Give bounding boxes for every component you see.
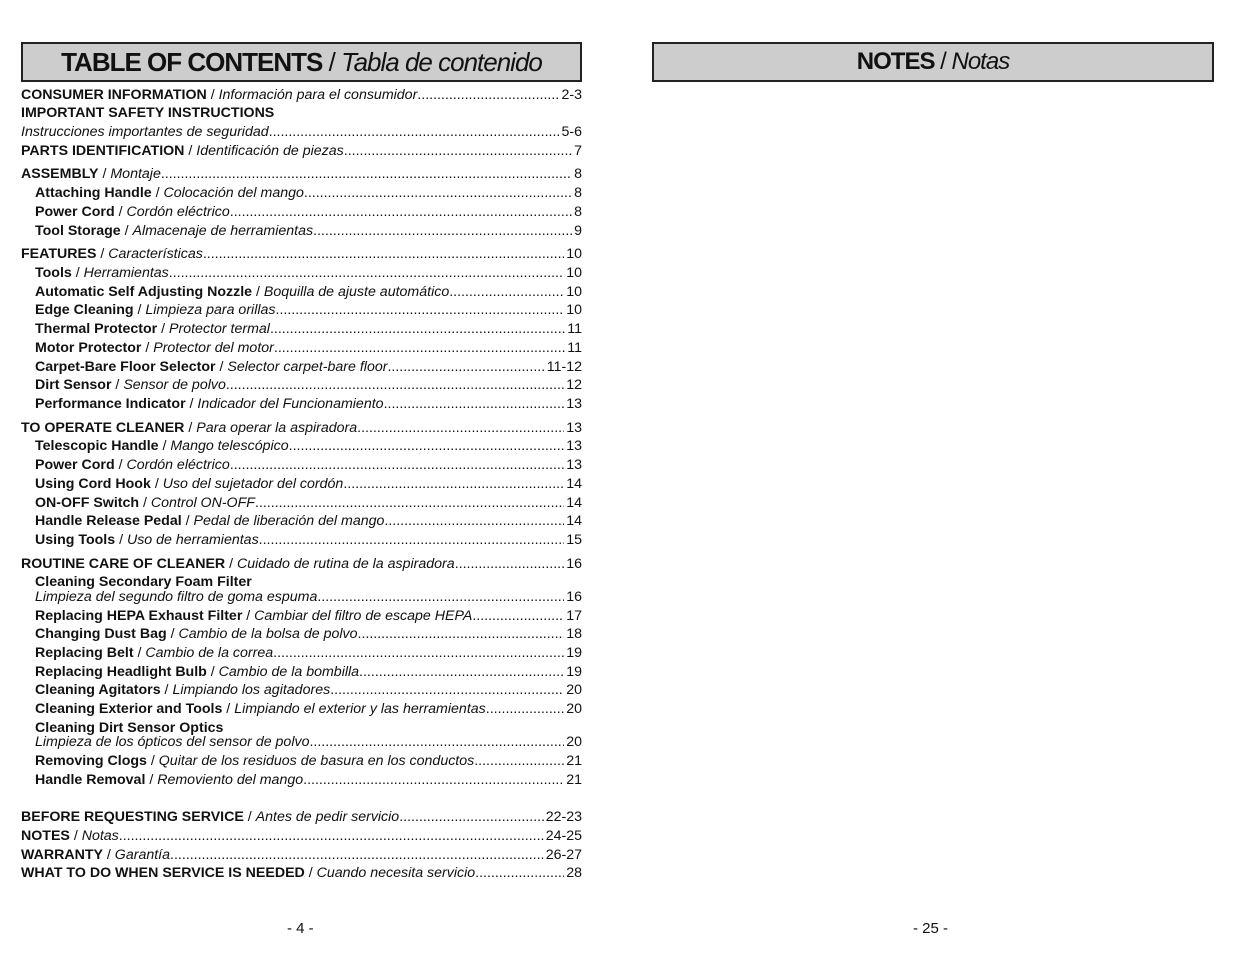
toc-entry-translation: Colocación del mango (163, 185, 304, 201)
toc-entry-translation: Uso del sujetador del cordón (162, 476, 344, 492)
toc-entry-separator: / (98, 166, 111, 182)
toc-entry (21, 86, 582, 104)
toc-entry-page: 13 (566, 420, 582, 436)
toc-entry-translation: Garantía (114, 847, 171, 863)
toc-entry (35, 203, 582, 221)
toc-entry (35, 320, 582, 338)
toc-entry-page: 18 (566, 626, 582, 642)
toc-entry-title: Using Tools (35, 532, 116, 548)
toc-entry (35, 264, 582, 282)
toc-entry-label (35, 456, 230, 474)
toc-entry (35, 283, 582, 301)
toc-entry (21, 419, 582, 437)
toc-entry-translation: Cuidado de rutina de la aspiradora (236, 556, 455, 572)
toc-entry-label (35, 395, 384, 413)
toc-entry-translation: Limpiando los agitadores (172, 682, 331, 698)
toc-entry-separator: / (242, 608, 255, 624)
toc-entry-title: FEATURES (21, 246, 97, 262)
toc-entry-title: Attaching Handle (35, 185, 152, 201)
toc-entry-page: 22-23 (545, 809, 582, 825)
toc-header (21, 42, 582, 82)
dot-leader (230, 203, 572, 221)
toc-entry-label (21, 419, 357, 437)
toc-entry-label (35, 203, 230, 221)
toc-entry-page: 13 (566, 396, 582, 412)
toc-entry-page: 24-25 (545, 828, 582, 844)
toc-entry-page: 26-27 (545, 847, 582, 863)
toc-entry-page: 8 (574, 204, 582, 220)
toc-entry-page: 14 (566, 476, 582, 492)
toc-entry-label (35, 663, 359, 681)
toc-entry (35, 625, 582, 643)
toc-entry-page: 11 (567, 321, 582, 337)
dot-leader (417, 86, 559, 104)
dot-leader (276, 301, 565, 319)
toc-entry-label (21, 827, 119, 845)
toc-entry-translation: Protector del motor (153, 340, 274, 356)
toc-entry-title: ASSEMBLY (21, 166, 99, 182)
toc-entry-label (21, 104, 274, 122)
toc-entry-separator: / (243, 809, 256, 825)
dot-leader (399, 808, 544, 826)
toc-entry-title: Handle Removal (35, 772, 146, 788)
page-number-left: - 4 - (287, 920, 314, 937)
toc-entry-page: 5-6 (561, 124, 582, 140)
toc-entry (35, 494, 582, 512)
toc-entry (21, 864, 582, 882)
toc-entry-page: 12 (566, 377, 582, 393)
toc-entry (21, 104, 582, 122)
toc-entry-page: 10 (566, 284, 582, 300)
toc-entry-title: Removing Clogs (35, 753, 147, 769)
dot-leader (387, 358, 544, 376)
toc-entry-label (21, 142, 344, 160)
dot-leader (226, 376, 564, 394)
toc-entry-page: 14 (566, 513, 582, 529)
toc-entry-translation: Cambiar del filtro de escape HEPA (254, 608, 473, 624)
dot-leader (273, 644, 564, 662)
toc-entry-label (35, 264, 169, 282)
toc-entry-title: Dirt Sensor (35, 377, 112, 393)
toc-entry-page: 10 (566, 302, 582, 318)
toc-entry-label (21, 165, 161, 183)
toc-entry-translation: Cambio de la correa (145, 645, 274, 661)
toc-entry-page: 10 (566, 246, 582, 262)
toc-entry-separator: / (181, 513, 194, 529)
dot-leader (358, 625, 565, 643)
toc-entry (35, 475, 582, 493)
dot-leader (169, 264, 564, 282)
toc-entry-translation: Selector carpet-bare floor (227, 359, 388, 375)
toc-entry-title: PARTS IDENTIFICATION (21, 143, 185, 159)
dot-leader (486, 700, 564, 718)
toc-entry-page: 16 (566, 556, 582, 572)
dot-leader (384, 395, 565, 413)
dot-leader (303, 771, 564, 789)
notes-subtitle: Notas (951, 48, 1010, 75)
toc-entry (35, 437, 582, 455)
toc-entry-page: 19 (566, 664, 582, 680)
toc-entry-page: 15 (566, 532, 582, 548)
toc-entry-title: Edge Cleaning (35, 302, 134, 318)
toc-entry-translation: Limpieza del segundo filtro de goma espuma (35, 589, 318, 605)
dot-leader (161, 165, 572, 183)
toc-entry-translation: Control ON-OFF (150, 495, 255, 511)
toc-entry-separator: / (304, 865, 317, 881)
notes-header (652, 42, 1214, 82)
toc-entry-label (35, 301, 276, 319)
toc-entry-title: Power Cord (35, 204, 115, 220)
toc-entry-translation: Quitar de los residuos de basura en los conductos (158, 753, 475, 769)
toc-entry (35, 588, 582, 606)
dot-leader (359, 663, 564, 681)
toc-entry-separator: / (146, 753, 159, 769)
toc-entry-label (21, 123, 269, 141)
toc-entry (35, 531, 582, 549)
toc-entry-label (35, 358, 387, 376)
dot-leader (384, 512, 564, 530)
toc-entry-label (35, 733, 309, 751)
toc-title-separator: / (328, 46, 335, 77)
toc-entry (35, 339, 582, 357)
toc-entry-title: Replacing Headlight Bulb (35, 664, 207, 680)
toc-entry-label (35, 700, 486, 718)
toc-entry-page: 13 (566, 457, 582, 473)
dot-leader (330, 681, 564, 699)
toc-entry (35, 644, 582, 662)
toc-entry (35, 301, 582, 319)
toc-entry-translation: Instrucciones importantes de seguridad (21, 124, 269, 140)
toc-entry-separator: / (252, 284, 264, 300)
toc-entry-page: 21 (566, 772, 582, 788)
toc-entry-label (35, 283, 449, 301)
toc-entry-title: Telescopic Handle (35, 438, 159, 454)
dot-leader (230, 456, 564, 474)
toc-title: TABLE OF CONTENTS (61, 46, 323, 77)
toc-entry-page: 2-3 (561, 87, 582, 103)
toc-entry-separator: / (133, 302, 146, 318)
toc-entry-label (35, 771, 303, 789)
toc-entry-title: Thermal Protector (35, 321, 158, 337)
toc-entry (35, 771, 582, 789)
toc-entry-separator: / (114, 457, 127, 473)
toc-entry-title: Changing Dust Bag (35, 626, 167, 642)
dot-leader (449, 283, 564, 301)
toc-entry-separator: / (141, 340, 154, 356)
toc-entry (35, 607, 582, 625)
toc-entry-label (35, 531, 259, 549)
toc-entry-title: Performance Indicator (35, 396, 186, 412)
toc-entry-title: Cleaning Exterior and Tools (35, 701, 223, 717)
toc-entry-translation: Boquilla de ajuste automático (263, 284, 450, 300)
toc-entry (35, 358, 582, 376)
toc-entry-page: 11-12 (546, 359, 582, 375)
dot-leader (474, 752, 564, 770)
toc-entry-separator: / (69, 828, 82, 844)
toc-entry-label (21, 846, 170, 864)
toc-entry (21, 555, 582, 573)
toc-entry-title: TO OPERATE CLEANER (21, 420, 185, 436)
toc-entry-page: 19 (566, 645, 582, 661)
toc-entry-separator: / (115, 532, 127, 548)
toc-entry (21, 846, 582, 864)
toc-entry-label (35, 752, 474, 770)
toc-entry-separator: / (111, 377, 124, 393)
toc-entry-label (35, 320, 270, 338)
toc-entry-title: Cleaning Agitators (35, 682, 161, 698)
toc-entry-title: Power Cord (35, 457, 115, 473)
toc-entry-label (21, 555, 455, 573)
toc-entry-label (35, 376, 226, 394)
notes-title-separator: / (940, 48, 946, 75)
dot-leader (203, 245, 564, 263)
toc-entry-page: 10 (566, 265, 582, 281)
toc-entry (35, 681, 582, 699)
toc-entry-page: 7 (574, 143, 582, 159)
toc-entry-label (35, 222, 313, 240)
toc-entry-label (35, 588, 317, 606)
toc-entry-translation: Pedal de liberación del mango (193, 513, 385, 529)
toc-entry-page: 17 (566, 608, 582, 624)
toc-entry-separator: / (157, 321, 170, 337)
toc-entry-label (35, 681, 330, 699)
toc-entry-title: Using Cord Hook (35, 476, 151, 492)
toc-entry-label (21, 808, 399, 826)
toc-entry-translation: Cambio de la bolsa de polvo (178, 626, 358, 642)
toc-entry-page: 28 (566, 865, 582, 881)
toc-entry-separator: / (150, 476, 163, 492)
toc-entry-label (21, 86, 417, 104)
toc-entry-separator: / (215, 359, 228, 375)
toc-entry-separator: / (145, 772, 158, 788)
toc-entry (35, 663, 582, 681)
toc-entry (35, 733, 582, 751)
toc-entry-translation: Mango telescópico (170, 438, 289, 454)
toc-entry-separator: / (151, 185, 164, 201)
dot-leader (472, 607, 564, 625)
toc-entry-page: 20 (566, 734, 582, 750)
toc-entry-page: 9 (574, 223, 582, 239)
toc-entry-translation: Para operar la aspiradora (196, 420, 358, 436)
toc-entry-separator: / (71, 265, 84, 281)
toc-entry-translation: Limpieza de los ópticos del sensor de polvo (35, 734, 310, 750)
dot-leader (270, 320, 565, 338)
toc-entry-label (35, 512, 384, 530)
toc-entry-translation: Características (108, 246, 203, 262)
toc-entry-translation: Herramientas (83, 265, 169, 281)
toc-entry-translation: Montaje (110, 166, 161, 182)
toc-entry-page: 14 (566, 495, 582, 511)
toc-entry-translation: Cordón eléctrico (126, 457, 230, 473)
toc-entry-title: Tool Storage (35, 223, 121, 239)
toc-entry (21, 142, 582, 160)
notes-title: NOTES (856, 48, 935, 75)
toc-entry-title: WARRANTY (21, 847, 103, 863)
toc-entry (35, 700, 582, 718)
toc-entry-title: Cleaning Secondary Foam Filter (35, 574, 252, 590)
toc-entry-title: Replacing HEPA Exhaust Filter (35, 608, 243, 624)
dot-leader (289, 437, 565, 455)
toc-subtitle: Tabla de contenido (341, 46, 542, 77)
toc-entry-separator: / (120, 223, 133, 239)
toc-entry (35, 222, 582, 240)
toc-entry-translation: Cordón eléctrico (126, 204, 230, 220)
toc-entry-separator: / (114, 204, 127, 220)
toc-entry (35, 184, 582, 202)
toc-entry-separator: / (166, 626, 179, 642)
dot-leader (309, 733, 564, 751)
toc-entry-separator: / (160, 682, 173, 698)
toc-entry (35, 395, 582, 413)
toc-entry-translation: Limpieza para orillas (145, 302, 276, 318)
dot-leader (313, 222, 572, 240)
toc-entry-separator: / (222, 701, 235, 717)
toc-entry-translation: Indicador del Funcionamiento (197, 396, 384, 412)
toc-entry-separator: / (225, 556, 237, 572)
toc-entry-translation: Información para el consumidor (218, 87, 418, 103)
toc-entry-label (35, 339, 274, 357)
toc-entry-title: Motor Protector (35, 340, 142, 356)
toc-entry-title: BEFORE REQUESTING SERVICE (21, 809, 244, 825)
toc-entry-translation: Cambio de la bombilla (218, 664, 360, 680)
toc-entry-label (35, 625, 358, 643)
toc-entry-page: 8 (574, 166, 582, 182)
toc-entry (21, 123, 582, 141)
dot-leader (357, 419, 564, 437)
dot-leader (170, 846, 544, 864)
toc-entry-label (21, 864, 475, 882)
toc-entry-label (21, 245, 203, 263)
toc-entry-title: Automatic Self Adjusting Nozzle (35, 284, 253, 300)
toc-entry-translation: Uso de herramientas (126, 532, 259, 548)
toc-entry-translation: Limpiando el exterior y las herramientas (234, 701, 486, 717)
toc-entry-translation: Removiento del mango (157, 772, 304, 788)
toc-entry-title: Tools (35, 265, 72, 281)
page-number-right: - 25 - (913, 920, 949, 937)
toc-entry-title: Replacing Belt (35, 645, 134, 661)
toc-entry-translation: Protector termal (169, 321, 270, 337)
toc-entry-translation: Identificación de piezas (196, 143, 344, 159)
toc-entry-page: 21 (566, 753, 582, 769)
toc-entry-separator: / (184, 420, 197, 436)
toc-entry-separator: / (96, 246, 109, 262)
toc-entry-translation: Almacenaje de herramientas (132, 223, 314, 239)
toc-entry-title: WHAT TO DO WHEN SERVICE IS NEEDED (21, 865, 305, 881)
toc-entry-title: ROUTINE CARE OF CLEANER (21, 556, 226, 572)
toc-entry-separator: / (185, 396, 198, 412)
toc-entry-title: IMPORTANT SAFETY INSTRUCTIONS (21, 105, 275, 121)
toc-entry-page: 20 (566, 701, 582, 717)
dot-leader (455, 555, 565, 573)
toc-entry-page: 13 (566, 438, 582, 454)
toc-entry-label (35, 437, 289, 455)
toc-entry-separator: / (133, 645, 146, 661)
toc-entry (35, 752, 582, 770)
toc-entry-title: Handle Release Pedal (35, 513, 182, 529)
dot-leader (304, 184, 572, 202)
toc-entry-page: 11 (567, 340, 582, 356)
toc-entry (21, 165, 582, 183)
toc-entry-label (35, 184, 304, 202)
toc-entry-separator: / (102, 847, 115, 863)
toc-entry-separator: / (184, 143, 197, 159)
toc-entry (21, 245, 582, 263)
toc-entry-title: NOTES (21, 828, 70, 844)
toc-entry-title: Cleaning Dirt Sensor Optics (35, 720, 224, 736)
dot-leader (274, 339, 565, 357)
toc-entry-page: 20 (566, 682, 582, 698)
toc-entry-separator: / (158, 438, 171, 454)
toc-entry (21, 827, 582, 845)
toc-entry-title: Carpet-Bare Floor Selector (35, 359, 216, 375)
toc-entry-translation: Cuando necesita servicio (316, 865, 476, 881)
toc-entry-translation: Antes de pedir servicio (255, 809, 400, 825)
dot-leader (255, 494, 564, 512)
toc-entry-separator: / (206, 664, 219, 680)
toc-entry-page: 8 (574, 185, 582, 201)
toc-entry (35, 376, 582, 394)
toc-entry-separator: / (206, 87, 219, 103)
dot-leader (475, 864, 564, 882)
toc-entry-label (35, 644, 273, 662)
toc-entry-title: ON-OFF Switch (35, 495, 140, 511)
dot-leader (344, 142, 572, 160)
toc-entry-translation: Notas (81, 828, 119, 844)
dot-leader (343, 475, 564, 493)
toc-entry-page: 16 (566, 589, 582, 605)
toc-entry-label (35, 607, 472, 625)
dot-leader (269, 123, 560, 141)
toc-entry-label (35, 494, 255, 512)
dot-leader (259, 531, 565, 549)
toc-entry-title: CONSUMER INFORMATION (21, 87, 207, 103)
dot-leader (317, 588, 564, 606)
toc-entry-label (35, 475, 343, 493)
toc-entry-separator: / (139, 495, 151, 511)
toc-entry-translation: Sensor de polvo (123, 377, 226, 393)
toc-entry (35, 512, 582, 530)
dot-leader (119, 827, 544, 845)
toc-entry (35, 456, 582, 474)
toc-entry (21, 808, 582, 826)
